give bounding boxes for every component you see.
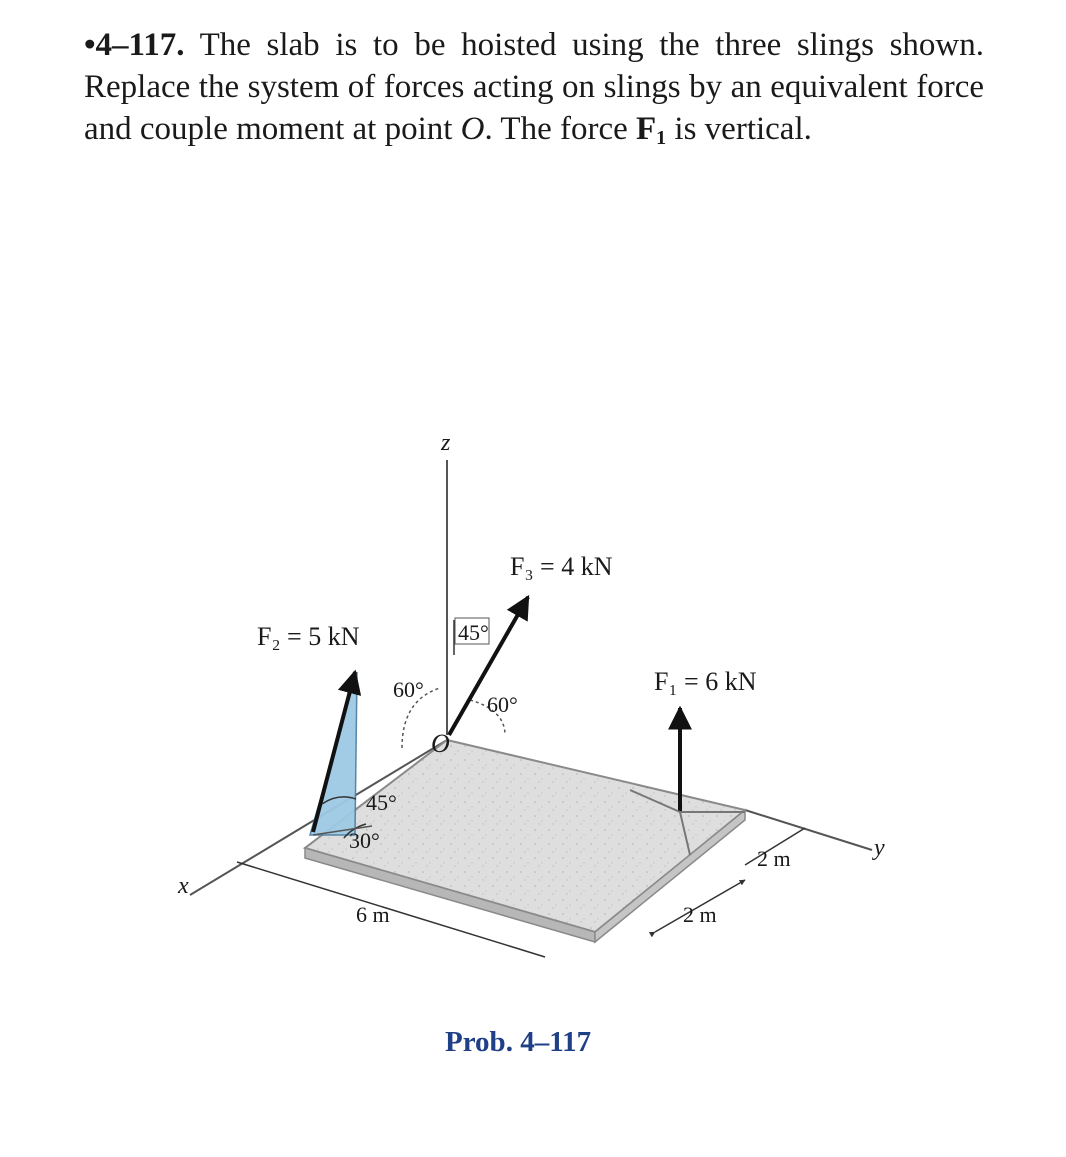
y-axis [745, 810, 872, 850]
problem-text-after-o: . The force [484, 111, 628, 147]
point-o-symbol: O [460, 111, 485, 147]
dim-2m-bottom-label: 2 m [683, 902, 717, 927]
dim-2m-right-label: 2 m [757, 846, 791, 871]
angle-60-right: 60° [487, 692, 518, 717]
vector-f1-symbol: $F_1$ [636, 111, 667, 149]
f3-label: F₃ = 4 kN [510, 552, 613, 581]
axis-y-label: y [874, 835, 885, 861]
axis-z-label: z [441, 430, 451, 456]
axis-x-label: x [178, 873, 189, 899]
angle-30-base: 30° [349, 828, 380, 853]
f1-label: F₁ = 6 kN [654, 667, 757, 696]
angle-45-base: 45° [366, 790, 397, 815]
f2-label: F₂ = 5 kN [257, 622, 360, 651]
figure-caption: Prob. 4–117 [445, 1026, 592, 1058]
angle-45-top: 45° [458, 620, 489, 645]
angle-60-left: 60° [393, 677, 424, 702]
dim-6m-label: 6 m [356, 902, 390, 927]
problem-text: The slab is to be hoisted using the three slings shown. Replace the system of forces acting on slings by an equivalent force and couple moment at point [84, 27, 985, 147]
problem-number: •4–117. [84, 27, 185, 63]
problem-text-end: is vertical. [674, 111, 812, 147]
point-o-label: O [431, 729, 450, 758]
